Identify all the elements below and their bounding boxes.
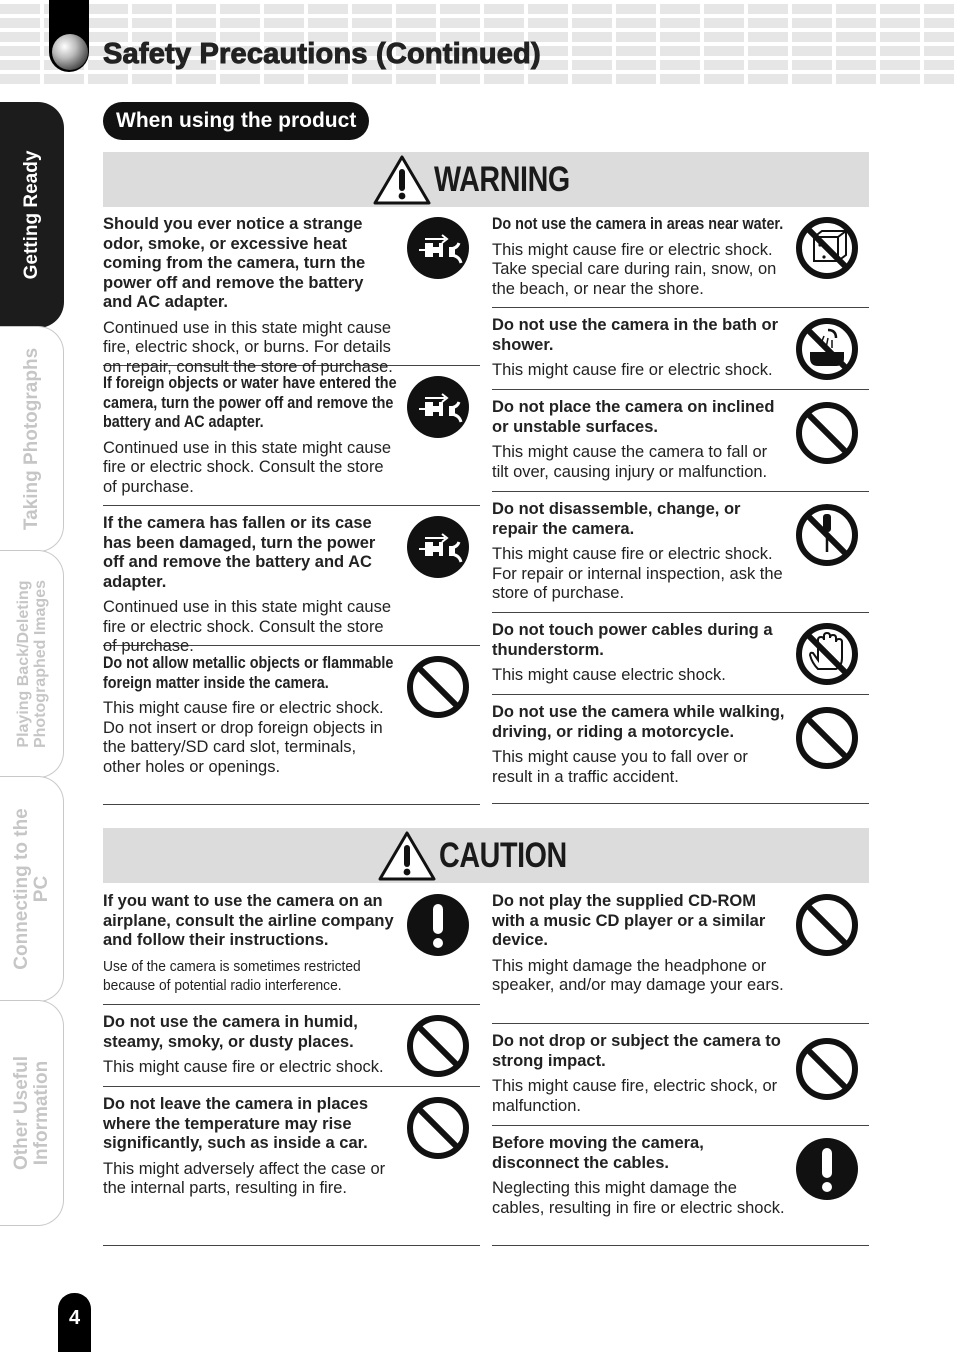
unplug-icon <box>405 374 471 440</box>
item-heading: Do not use the camera while walking, driving, or riding a motorcycle. <box>492 703 785 741</box>
item-heading: Do not touch power cables during a thunderstorm. <box>492 621 773 659</box>
item-heading: Do not leave the camera in places where the temperature may rise significantly, such as inside a car. <box>103 1095 369 1152</box>
warning-item <box>103 366 480 506</box>
item-heading: Before moving the camera, disconnect the cables. <box>492 1134 704 1172</box>
item-body: This might cause fire or electric shock. <box>492 361 773 379</box>
side-tab-label: Connecting to the PC <box>10 808 52 970</box>
item-body: This might cause fire or electric shock. <box>103 1058 384 1076</box>
side-tab-other-info[interactable] <box>0 1000 64 1226</box>
warning-item <box>492 207 869 308</box>
unplug-icon <box>405 215 471 281</box>
warning-left-column <box>103 207 480 805</box>
warning-item <box>103 646 480 805</box>
caution-item <box>103 884 480 1005</box>
side-tab-playing-back[interactable] <box>0 550 64 778</box>
item-body: Continued use in this state might cause fire, electric shock, or burns. For details on repair, consult the store of purchase. <box>103 318 393 376</box>
caution-left-column <box>103 884 480 1246</box>
no-water-icon <box>794 215 860 281</box>
no-bath-icon <box>794 316 860 382</box>
item-body: This might cause electric shock. <box>492 666 726 684</box>
mandatory-icon <box>794 1136 860 1202</box>
mandatory-icon <box>405 892 471 958</box>
header-ball-icon <box>52 34 88 70</box>
item-heading: Do not drop or subject the camera to strong impact. <box>492 1032 781 1070</box>
caution-item <box>103 1005 480 1087</box>
prohibited-icon <box>405 1013 471 1079</box>
caution-right-column <box>492 884 869 1246</box>
item-body: This might cause fire or electric shock. Take special care during rain, snow, on the beach, or near the shore. <box>492 240 777 298</box>
section-title: When using the product <box>103 102 369 140</box>
item-heading: If the camera has fallen or its case has been damaged, turn the power off and remove the battery and AC adapter. <box>103 514 376 591</box>
item-body: Continued use in this state might cause fire or electric shock. Consult the store of purchase. <box>103 438 392 496</box>
item-body: This might cause fire or electric shock. Do not insert or drop foreign objects in the battery/SD card slot, terminals, other holes or openings. <box>103 699 384 776</box>
unplug-icon <box>405 514 471 580</box>
side-tab-connecting-pc[interactable] <box>0 776 64 1002</box>
warning-item <box>103 506 480 655</box>
warning-item <box>492 695 869 804</box>
page-title: Safety Precautions (Continued) <box>103 38 541 70</box>
item-body: This might cause fire, electric shock, or malfunction. <box>492 1077 778 1115</box>
warning-right-column <box>492 207 869 804</box>
prohibited-icon <box>794 705 860 771</box>
warning-triangle-icon <box>372 154 432 206</box>
warning-item <box>103 207 480 376</box>
caution-triangle-icon <box>377 830 437 882</box>
item-body: This might cause you to fall over or result in a traffic accident. <box>492 748 748 786</box>
warning-title: WARNING <box>434 159 571 199</box>
caution-item <box>492 1024 869 1126</box>
side-tab-label: Getting Ready <box>20 150 42 280</box>
item-heading: Should you ever notice a strange odor, smoke, or excessive heat coming from the camera, turn the power off and remove the battery and AC adapter. <box>103 215 366 311</box>
prohibited-icon <box>794 1036 860 1102</box>
side-tab-label: Other Useful Information <box>10 1055 52 1171</box>
item-body: This might cause fire or electric shock. For repair or internal inspection, ask the store of purchase. <box>492 545 783 602</box>
item-heading: If foreign objects or water have entered the camera, turn the power off and remove the battery and AC adapter. <box>103 374 397 431</box>
item-heading: If you want to use the camera on an airplane, consult the airline company and follow their instructions. <box>103 892 394 949</box>
warning-item <box>492 308 869 390</box>
item-heading: Do not place the camera on inclined or unstable surfaces. <box>492 398 775 436</box>
caution-item <box>103 1087 480 1246</box>
item-heading: Do not allow metallic objects or flammable foreign matter inside the camera. <box>103 654 394 692</box>
prohibited-icon <box>794 892 860 958</box>
item-body: Continued use in this state might cause fire or electric shock. Consult the store of purchase. <box>103 598 392 655</box>
item-body: This might cause the camera to fall or tilt over, causing injury or malfunction. <box>492 443 768 481</box>
prohibited-icon <box>794 400 860 466</box>
warning-banner <box>103 152 869 207</box>
warning-item <box>492 492 869 613</box>
caution-banner <box>103 828 869 883</box>
prohibited-icon <box>405 1095 471 1161</box>
item-heading: Do not play the supplied CD-ROM with a music CD player or a similar device. <box>492 892 766 949</box>
item-heading: Do not use the camera in the bath or shower. <box>492 316 779 354</box>
caution-item <box>492 1126 869 1246</box>
side-tab-taking-photographs[interactable] <box>0 326 64 552</box>
item-heading: Do not use the camera in humid, steamy, smoky, or dusty places. <box>103 1013 358 1051</box>
caution-item <box>492 884 869 1024</box>
item-body: Neglecting this might damage the cables, resulting in fire or electric shock. <box>492 1179 785 1217</box>
prohibited-icon <box>405 654 471 720</box>
item-body: This might adversely affect the case or the internal parts, resulting in fire. <box>103 1159 386 1197</box>
no-disassembly-icon <box>794 502 860 568</box>
page-number: 4 <box>58 1293 91 1352</box>
caution-title: CAUTION <box>439 835 567 875</box>
side-tab-label: Playing Back/Deleting Photographed Images <box>14 579 49 749</box>
item-body: Use of the camera is sometimes restricted because of potential radio interference. <box>103 957 361 994</box>
side-tab-label: Taking Photographs <box>20 347 42 531</box>
item-heading: Do not disassemble, change, or repair the camera. <box>492 500 741 538</box>
item-heading: Do not use the camera in areas near water. <box>492 215 784 233</box>
side-tab-getting-ready[interactable] <box>0 102 64 328</box>
item-body: This might damage the headphone or speaker, and/or may damage your ears. <box>492 956 784 994</box>
warning-item <box>492 390 869 492</box>
no-touch-icon <box>794 621 860 687</box>
warning-item <box>492 613 869 695</box>
